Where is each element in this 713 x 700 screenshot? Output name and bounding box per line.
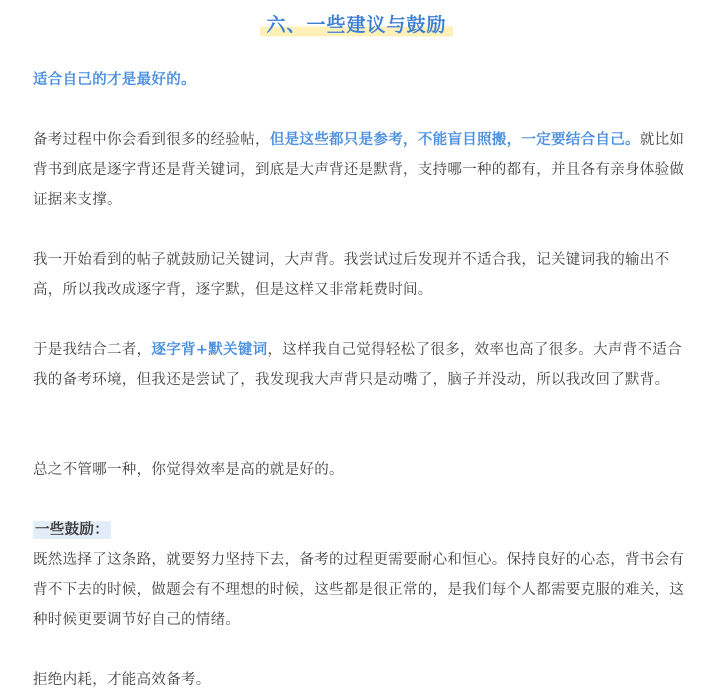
paragraph-tail: 就比如背书到底是逐字背还是背关键词，到底是大声背还是默背，支持哪一种的都有，并且各有亲身体验做证据来支撑。: [33, 132, 685, 208]
paragraph-combined-method: [33, 335, 693, 395]
encouragement-heading: 一些鼓励：: [35, 522, 109, 538]
tagline: [33, 65, 693, 95]
paragraph-emphasis: 但是这些都只是参考，不能盲目照搬，一定要结合自己。: [269, 132, 640, 148]
paragraph-tail: ，这样我自己觉得轻松了很多，效率也高了很多。大声背不适合我的备考环境，但我还是尝试了，我发现我大声背只是动嘴了，脑子并没动，所以我改回了默背。: [33, 342, 682, 388]
section-title: 六、一些建议与鼓励: [260, 10, 452, 40]
encouragement-heading-line: [33, 515, 693, 545]
section-title-wrap: [0, 10, 713, 40]
paragraph-summary: 总之不管哪一种，你觉得效率是高的就是好的。: [33, 462, 344, 478]
paragraph-keyword-attempt: 我一开始看到的帖子就鼓励记关键词，大声背。我尝试过后发现并不适合我，记关键词我的输出不高，所以我改成逐字背，逐字默，但是这样又非常耗费时间。: [33, 252, 670, 298]
paragraph-emphasis: 逐字背+默关键词: [151, 342, 268, 358]
encouragement-body: 既然选择了这条路，就要努力坚持下去，备考的过程更需要耐心和恒心。保持良好的心态，背书会有背不下去的时候，做题会有不理想的时候，这些都是很正常的，是我们每个人都需要克服的难关，这种时候更要调节好自己的情绪。: [33, 552, 685, 628]
paragraph-lead: 备考过程中你会看到很多的经验帖，: [33, 132, 270, 148]
paragraph-reference-advice: [33, 125, 693, 215]
paragraph-lead: 于是我结合二者，: [33, 342, 152, 358]
tagline-text: 适合自己的才是最好的。: [33, 72, 196, 88]
closing-line: 拒绝内耗，才能高效备考。: [33, 672, 211, 688]
